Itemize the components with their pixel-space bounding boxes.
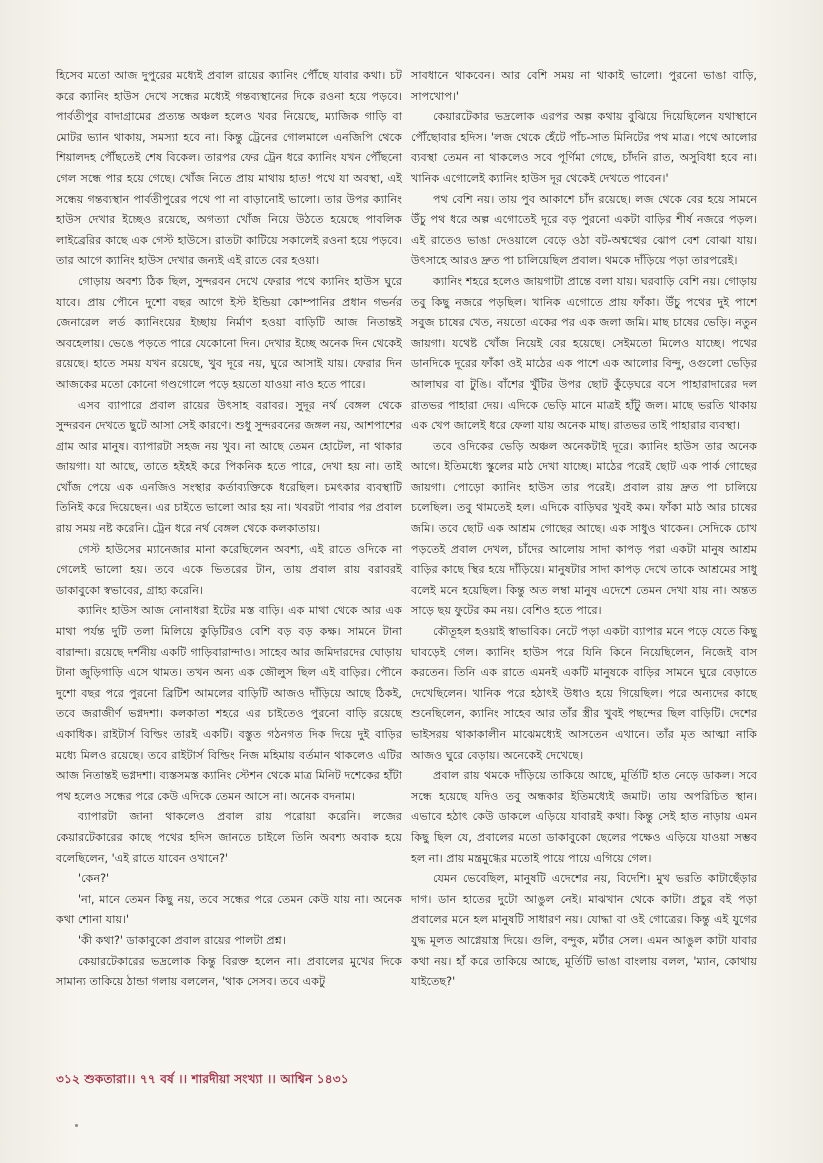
paragraph: গেস্ট হাউসের ম্যানেজার মানা করেছিলেন অবশ্য, এই রাতে ওদিকে না গেলেই ভালো হয়। তবে একে ভিতরের টান, তায় প্রবাল রায় বরাবরই ডাকাবুকো স্বভাবের, গ্রাহ্য করেনি। xyxy=(56,542,402,597)
paragraph: সাবধানে থাকবেন। আর বেশি সময় না থাকাই ভালো। পুরনো ভাঙা বাড়ি, সাপখোপ।' xyxy=(411,69,757,103)
paragraph: ব্যাপারটা জানা থাকলেও প্রবাল রায় পরোয়া করেনি। লজের কেয়ারটেকারের কাছে পথের হদিস জানতে চাইলে তিনি অবশ্য অবাক হয়ে বলেছিলেন, 'এই রাতে যাবেন ওখানে?' xyxy=(56,810,402,865)
right-column xyxy=(411,66,757,993)
page-speck xyxy=(75,1124,78,1127)
paragraph: এসব ব্যাপারে প্রবাল রায়ের উৎসাহ বরাবর। সুদূর নর্থ বেঙ্গল থেকে সুন্দরবন দেখতে ছুটে আসা সেই কারণে। শুধু সুন্দরবনের জঙ্গল নয়, আশপাশের গ্রাম আর মানুষ। ব্যাপারটা সহজ নয় খুব। না আছে তেমন হোটেল, না থাকার জায়গা। যা আছে, তাতে হইহই করে পিকনিক হতে পারে, দেখা হয় না। তাই খোঁজ পেয়ে এক এনজিও সংস্থার কর্তাব্যক্তিকে ধরেছিল। চমৎকার ব্যবস্থাটি তিনিই করে দিয়েছেন। এর চাইতে ভালো আর হয় না। খবরটা পাবার পর প্রবাল রায় সময় নষ্ট করেনি। ট্রেন ধরে নর্থ বেঙ্গল থেকে কলকাতায়। xyxy=(56,398,402,536)
dialogue-line: 'কী কথা?' ডাকাবুকো প্রবাল রায়ের পালটা প্রশ্ন। xyxy=(78,933,286,947)
paragraph: কেয়ারটেকার ভদ্রলোক এরপর অল্প কথায় বুঝিয়ে দিয়েছিলেন যথাস্থানে পৌঁছোবার হদিস। 'লজ থেকে হেঁটে পাঁচ-সাত মিনিটের পথ মাত্র। পথে আলোর ব্যবস্থা তেমন না থাকলেও সবে পূর্ণিমা গেছে, চাঁদনি রাত, অসুবিধা হবে না। খানিক এগোলেই ক্যানিং হাউস দূর থেকেই দেখতে পাবেন।' xyxy=(411,110,757,185)
paragraph: হিসেব মতো আজ দুপুরের মধ্যেই প্রবাল রায়ের ক্যানিং পৌঁছে যাবার কথা। চট করে ক্যানিং হাউস দেখে সন্ধের মধ্যেই গন্তব্যস্থানের দিকে রওনা হয়ে পড়বে। পার্বতীপুর বাদাগ্রামের প্রত্যন্ত অঞ্চল হলেও খবর নিয়েছে, ম্যাজিক গাড়ি বা মোটর ভ্যান থাকায়, সমস্যা হবে না। কিন্তু ট্রেনের গোলমালে এনজিপি থেকে শিয়ালদহ পৌঁছতেই শেষ বিকেল। তারপর ফের ট্রেন ধরে ক্যানিং যখন পৌঁছনো গেল সন্ধে পার হয়ে গেছে। খোঁজ নিতে প্রায় মাথায় হাত! পথে যা অবস্থা, এই সন্ধেয় গন্তব্যস্থান পার্বতীপুরের পথে পা না বাড়ানোই ভালো। তার উপর ক্যানিং হাউস দেখার ইচ্ছেও রয়েছে, অগত্যা খোঁজ নিয়ে উঠতে হয়েছে পাবলিক লাইব্রেরির কাছে এক গেস্ট হাউসে। রাতটা কাটিয়ে সকালেই রওনা হয়ে পড়বে। তার আগে ক্যানিং হাউস দেখার জন্যই এই রাতে বের হওয়া। xyxy=(56,69,402,268)
paragraph: যেমন ভেবেছিল, মানুষটি এদেশের নয়, বিদেশি। মুখ ভরতি কাটাছেঁড়ার দাগ। ডান হাতের দুটো আঙুল নেই। মাঝখান থেকে কাটা। প্রচুর বই পড়া প্রবালের মনে হল মানুষটি সাধারণ নয়। যোদ্ধা বা ওই গোত্রের। কিন্তু এই যুগের যুদ্ধ মূলত আগ্নেয়াস্ত্র দিয়ে। গুলি, বন্দুক, মর্টার সেল। এমন আঙুল কাটা যাবার কথা নয়। হাঁ করে তাকিয়ে আছে, মূর্তিটি ভাঙা বাংলায় বলল, 'ম্যান, কোথায় যাইতেছ?' xyxy=(411,872,757,989)
dialogue-line: 'না, মানে তেমন কিছু নয়, তবে সন্ধের পরে তেমন কেউ যায় না। অনেক কথা শোনা যায়।' xyxy=(56,892,402,927)
paragraph: পথ বেশি নয়। তায় পুব আকাশে চাঁদ রয়েছে। লজ থেকে বের হয়ে সামনে উঁচু পথ ধরে অল্প এগোতেই দূরে বড় পুরনো একটা বাড়ির শীর্ষ নজরে পড়ল। এই রাতেও ভাঙা দেওয়ালে বেড়ে ওঠা বট-অশ্বত্থের ঝোপ বেশ বোঝা যায়। উৎসাহে আরও দ্রুত পা চালিয়েছিল প্রবাল। থমকে দাঁড়িয়ে পড়া তারপরেই। xyxy=(411,192,757,268)
paragraph: ক্যানিং হাউস আজ নোনাধরা ইটের মস্ত বাড়ি। এক মাথা থেকে আর এক মাথা পর্যন্ত দুটি তলা মিলিয়ে কুড়িটিরও বেশি বড় বড় কক্ষ। সামনে টানা বারান্দা। রয়েছে দর্শনীয় একটি গাড়িবারান্দাও। সাহেব আর জমিদারদের ঘোড়ায় টানা জুড়িগাড়ি এসে থামত। তখন অন্য এক জৌলুস ছিল এই বাড়ির। পৌনে দুশো বছর পরে পুরনো ব্রিটিশ আমলের বাড়িটি আজও দাঁড়িয়ে আছে ঠিকই, তবে জরাজীর্ণ ভগ্নদশা। কলকাতা শহরে এর চাইতেও পুরনো বাড়ি রয়েছে একাধিক। রাইটার্স বিল্ডিং তারই একটি। বস্তুত গঠনগত দিক দিয়ে দুই বাড়ির মধ্যে মিলও রয়েছে। তবে রাইটার্স বিল্ডিং নিজ মহিমায় বর্তমান থাকলেও এটির আজ নিতান্তই ভগ্নদশা। ব্যস্তসমস্ত ক্যানিং স্টেশন থেকে মাত্র মিনিট দশেকের হাঁটা পথ হলেও সন্ধের পরে কেউ এদিকে তেমন আসে না। অনেক বদনাম। xyxy=(56,604,402,803)
paragraph: কেয়ারটেকারের ভদ্রলোক কিন্তু বিরক্ত হলেন না। প্রবালের মুখের দিকে সামান্য তাকিয়ে ঠান্ডা গলায় বললেন, 'থাক সেসব। তবে একটু xyxy=(56,954,402,989)
dialogue-line: 'কেন?' xyxy=(78,872,110,886)
paragraph: কৌতূহল হওয়াই স্বাভাবিক। নেটে পড়া একটা ব্যাপার মনে পড়ে যেতে কিছু ঘাবড়েই গেল। ক্যানিং হাউস পরে যিনি কিনে নিয়েছিলেন, নিজেই বাস করতেন। তিনি এক রাতে এমনই একটি মানুষকে বাড়ির সামনে ঘুরে বেড়াতে দেখেছিলেন। খানিক পরে হঠাৎই উধাও হয়ে গিয়েছিল। পরে অন্যদের কাছে শুনেছিলেন, ক্যানিং সাহেব আর তাঁর স্ত্রীর খুবই পছন্দের ছিল বাড়িটি। দেশের ভাইসরয় থাকাকালীন মাঝেমধ্যেই আসতেন এখানে। তাঁর মৃত আত্মা নাকি আজও ঘুরে বেড়ায়। অনেকেই দেখেছে। xyxy=(411,625,757,762)
paragraph: ক্যানিং শহরে হলেও জায়গাটা প্রান্তে বলা যায়। ঘরবাড়ি বেশি নয়। গোড়ায় তবু কিছু নজরে পড়ছিল। খানিক এগোতে প্রায় ফাঁকা। উঁচু পথের দুই পাশে সবুজ চাষের খেত, নয়তো একের পর এক জলা জমি। মাছ চাষের ভেড়ি। নতুন জায়গা। যথেষ্ট খোঁজ নিয়েই বের হয়েছে। সেইমতো মিলেও যাচ্ছে। পথের ডানদিকে দূরের ফাঁকা ওই মাঠের এক পাশে এক আলোর বিন্দু, ওগুলো ভেড়ির আলাঘর বা টুঙি। বাঁশের খুঁটির উপর ছোট কুঁড়েঘরে বসে পাহারাদারের দল রাতভর পাহারা দেয়। এদিকে ভেড়ি মানে মাত্রই হাঁটু জল। মাছে ভরতি থাকায় এক খেপ জালেই ধরে ফেলা যায় অনেক মাছ। রাতভর তাই পাহারার ব্যবস্থা। xyxy=(411,274,757,433)
paragraph: তবে ওদিকের ভেড়ি অঞ্চল অনেকটাই দূরে। ক্যানিং হাউস তার অনেক আগে। ইতিমধ্যে স্কুলের মাঠ দেখা যাচ্ছে। মাঠের পরেই ছোট এক পার্ক গোছের জায়গা। পোড়ো ক্যানিং হাউস তার পরেই। প্রবাল রায় দ্রুত পা চালিয়ে চলেছিল। তবু থামতেই হল। এদিকে বাড়িঘর খুবই কম। ফাঁকা মাঠ আর চাষের জমি। তবে ছোট এক আশ্রম গোছের আছে। এক সাধুও থাকেন। সেদিকে চোখ পড়তেই প্রবাল দেখল, চাঁদের আলোয় সাদা কাপড় পরা একটা মানুষ আশ্রম বাড়ির কাছে স্থির হয়ে দাঁড়িয়ে। মানুষটার সাদা কাপড় দেখে তাকে আশ্রমের সাধু বলেই মনে হয়েছিল। কিন্তু অত লম্বা মানুষ এদেশে তেমন দেখা যায় না। অন্তত সাড়ে ছয় ফুটের কম নয়। বেশিও হতে পারে। xyxy=(411,439,757,618)
paragraph: গোড়ায় অবশ্য ঠিক ছিল, সুন্দরবন দেখে ফেরার পথে ক্যানিং হাউস ঘুরে যাবে। প্রায় পৌনে দুশো বছর আগে ইস্ট ইন্ডিয়া কোম্পানির প্রধান গভর্নর জেনারেল লর্ড ক্যানিংয়ের ইচ্ছায় নির্মাণ হওয়া বাড়িটি আজ নিতান্তই অবহেলায়। ভেঙে পড়তে পারে যেকোনো দিন। দেখার ইচ্ছে অনেক দিন থেকেই রয়েছে। হাতে সময় যখন রয়েছে, খুব দূরে নয়, ঘুরে আসাই যায়। ফেরার দিন আজকের মতো কোনো গণ্ডগোলে পড়ে হয়তো যাওয়া নাও হতে পারে। xyxy=(56,274,402,391)
paragraph: প্রবাল রায় থমকে দাঁড়িয়ে তাকিয়ে আছে, মূর্তিটি হাত নেড়ে ডাকল। সবে সন্ধে হয়েছে যদিও তবু অন্ধকার ইতিমধ্যেই জমাট। তায় অপরিচিত স্থান। এভাবে হঠাৎ কেউ ডাকলে এড়িয়ে যাবারই কথা। কিন্তু সেই হাত নাড়ায় এমন কিছু ছিল যে, প্রবালের মতো ডাকাবুকো ছেলের পক্ষেও এড়িয়ে যাওয়া সম্ভব হল না। প্রায় মন্ত্রমুগ্ধের মতোই পায়ে পায়ে এগিয়ে গেল। xyxy=(411,769,757,865)
page-footer: ৩১২ শুকতারা।। ৭৭ বর্ষ ।। শারদীয়া সংখ্যা ।। আশ্বিন ১৪৩১ xyxy=(56,1072,349,1086)
left-column xyxy=(56,66,402,993)
